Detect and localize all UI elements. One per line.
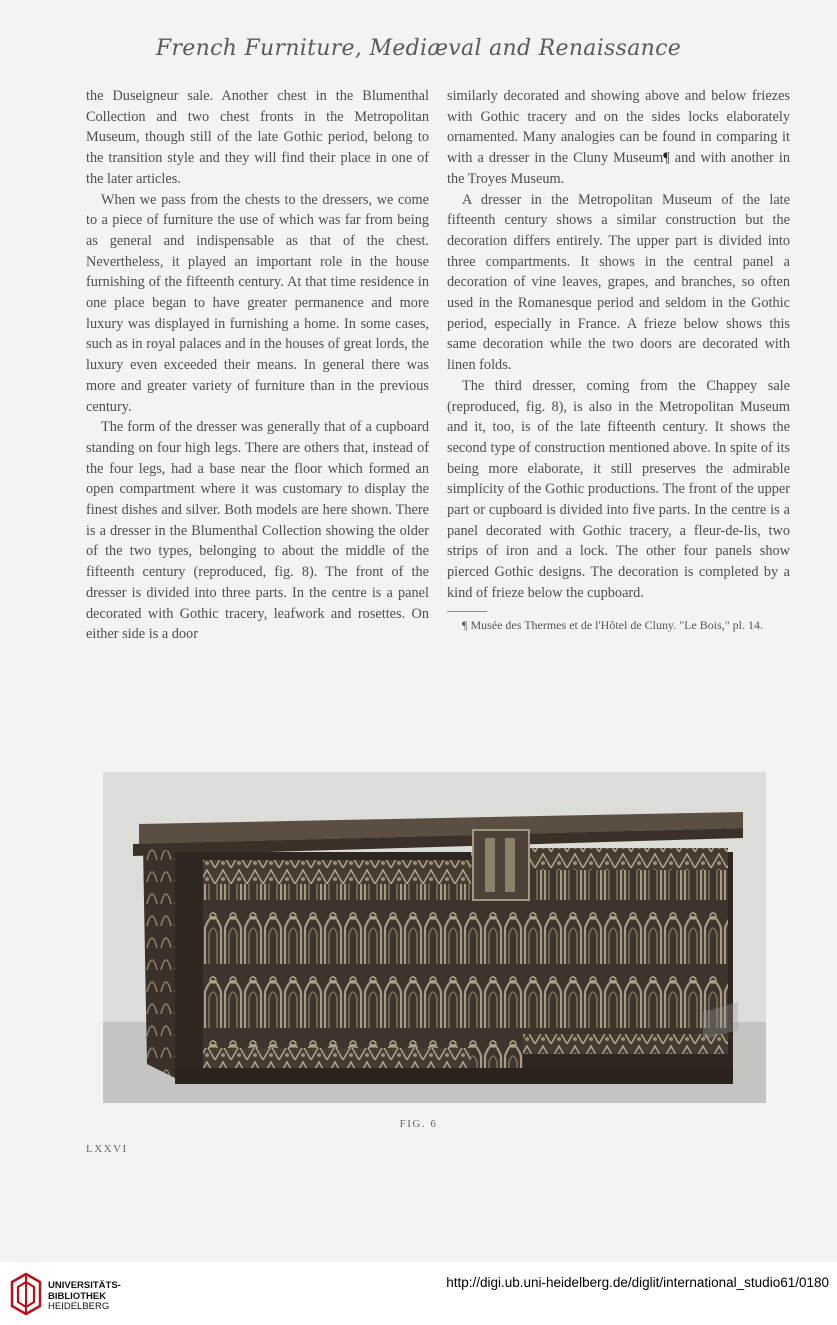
university-library-logo-icon[interactable]: [10, 1272, 42, 1316]
carved-chest-illustration: [103, 772, 766, 1103]
chest-photograph: [103, 772, 766, 1103]
footnote-marker: ¶: [663, 150, 670, 167]
footer-bar: [0, 1262, 837, 1325]
library-name[interactable]: [48, 1281, 121, 1313]
paragraph: [447, 86, 790, 190]
paragraph-text: and with another in the Troyes Museum.: [447, 150, 790, 187]
figure-caption: FIG. 6: [399, 1118, 438, 1130]
library-line: UNIVERSITÄTS-: [48, 1280, 121, 1291]
paragraph: the Duseigneur sale. Another chest in the Blumenthal Collection and two chest fronts in the Metropolitan Museum, though still of the late Gothic period, belong to the transition style and they will find their place in one of the later articles.: [86, 88, 429, 187]
permalink-url[interactable]: http://digi.ub.uni-heidelberg.de/diglit/international_studio61/0180: [446, 1275, 829, 1290]
page-number: LXXVI: [86, 1143, 128, 1155]
footnote: ¶ Musée des Thermes et de l'Hôtel de Cluny. "Le Bois," pl. 14.: [462, 617, 764, 632]
paragraph: The form of the dresser was generally that of a cupboard standing on four high legs. There are others that, instead of the four legs, had a base near the floor which formed an open compartment where it was customary to display the finest dishes and silver. Both models are here shown. There is a dresser in the Blumenthal Collection showing the older of the two types, belonging to about the middle of the fifteenth century (reproduced, fig. 8). The front of the dresser is divided into three parts. In the centre is a panel decorated with Gothic tracery, leafwork and rosettes. On either side is a door: [86, 419, 429, 643]
left-text-column: [86, 86, 429, 645]
running-title: French Furniture, Mediæval and Renaissance: [155, 36, 682, 61]
paragraph-text: similarly decorated and showing above and below friezes with Gothic tracery and on the sides locks elaborately ornamented. Many analogies can be found in comparing it with a dresser in the Cluny Museum: [447, 88, 790, 167]
paragraph: A dresser in the Metropolitan Museum of the late fifteenth century shows a similar construction but the decoration differs entirely. The upper part is divided into three compartments. It shows in the central panel a decoration of vine leaves, grapes, and branches, so often used in the Romanesque period and seldom in the Gothic period, especially in France. A frieze below shows this same decoration while the two doors are decorated with linen folds.: [447, 191, 790, 374]
paragraph: When we pass from the chests to the dressers, we come to a piece of furniture the use of which was far from being as general and indispensable as that of the chest. Nevertheless, it played an important role in the house furnishing of the fifteenth century. At that time residence in one place began to have greater permanence and more luxury was displayed in furnishing a home. In some cases, such as in royal palaces and in the houses of great lords, the luxury even exceeded their means. In general there was more and greater variety of furniture than in the previous century.: [86, 191, 429, 415]
library-line: BIBLIOTHEK: [48, 1290, 107, 1302]
paragraph: The third dresser, coming from the Chappey sale (reproduced, fig. 8), is also in the Metropolitan Museum and it, too, is of the late fifteenth century. It shows the second type of construction mentioned above. In spite of its being more elaborate, it still preserves the admirable simplicity of the Gothic productions. The front of the upper part or cupboard is divided into five parts. In the centre is a panel decorated with Gothic tracery, a fleur-de-lis, two strips of iron and a lock. The other four panels show pierced Gothic designs. The decoration is completed by a kind of frieze below the cupboard.: [447, 377, 790, 601]
right-text-column: [447, 86, 790, 632]
footnote-divider: [447, 611, 487, 612]
library-line: HEIDELBERG: [48, 1301, 110, 1312]
